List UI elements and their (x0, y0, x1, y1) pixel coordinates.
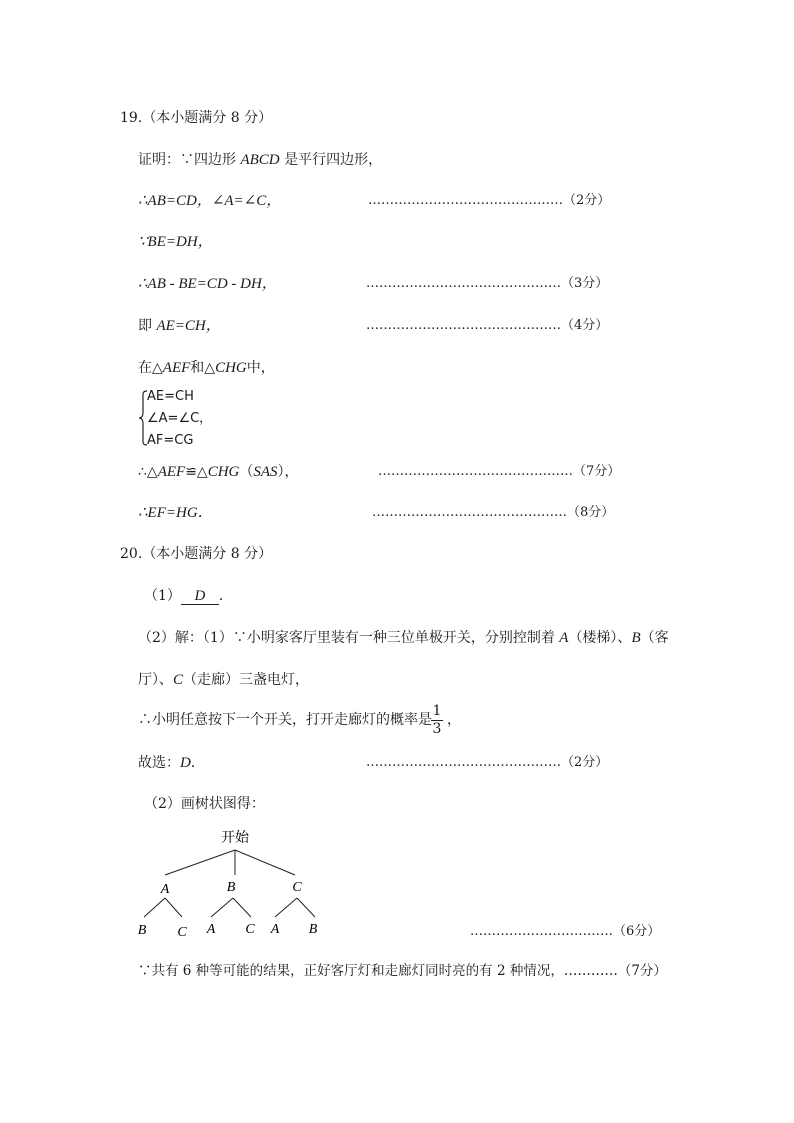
tree-diagram (120, 820, 350, 945)
q19-line-7-g: ）， (277, 464, 299, 480)
q19-line-6-c: 和△ (190, 360, 216, 376)
q19-line-6-b: AEF (162, 360, 191, 376)
q19-line-2: ∴AB=CD，∠A=∠C， (138, 193, 282, 209)
q20-last-line: ∵共有 6 种等可能的结果，正好客厅灯和走廊灯同时亮的有 2 种情况，…………（7分） (138, 963, 667, 979)
edge-root-C (235, 850, 295, 875)
q20-part-2-line-3-end: ， (447, 712, 461, 728)
q19-line-1-a: 证明：∵四边形 (138, 152, 241, 168)
q19-line-6-d: CHG (215, 360, 247, 376)
q19-line-4-points: ………………………………………（3分） (366, 276, 609, 291)
q19-line-7-f: SAS (253, 464, 278, 480)
q20-part-1-b: ． (218, 588, 233, 604)
fraction-denominator: 3 (432, 721, 442, 737)
q20-part-2-line-4-points: ………………………………………（2分） (366, 755, 609, 770)
q20-part-1-answer: D (181, 588, 219, 605)
q19-line-2-points: ………………………………………（2分） (368, 193, 611, 208)
q20-p2-l2-b: （走廊）三盏电灯， (183, 672, 310, 688)
tree-l2-A-C: C (177, 925, 187, 940)
q19-line-5-b: AE=CH， (156, 318, 221, 334)
tree-points: ……………………………（6分） (470, 924, 661, 939)
q19-line-1 (138, 152, 382, 168)
q19-line-7-a: ∴△ (138, 464, 158, 480)
q19-line-5 (138, 318, 221, 334)
q20-p2-l2-a: 厅）、 (138, 672, 173, 688)
q20-heading: 20.（本小题满分 8 分） (120, 546, 273, 562)
tree-l1-A: A (160, 882, 170, 897)
q20-p2-l4-a: 故选： (138, 755, 180, 771)
tree-l1-C: C (292, 880, 302, 895)
q19-line-1-c: 是平行四边形， (279, 152, 383, 168)
q20-p2-l4-b: D (180, 755, 191, 771)
q20-part-2-line-3: ∴小明任意按下一个开关，打开走廊灯的概率是 (138, 712, 432, 728)
q19-line-5-points: ………………………………………（4分） (366, 318, 609, 333)
q20-part-3-heading: （2）画树状图得： (144, 796, 265, 812)
q20-p2-l1-A: A (559, 630, 569, 646)
q19-line-6 (138, 360, 275, 376)
fraction-numerator: 1 (432, 703, 442, 719)
q20-p2-l1-c: （客 (640, 630, 669, 646)
edge-C-A (275, 898, 297, 917)
q20-part-2-line-1 (138, 630, 669, 646)
system-eq-2: ∠A=∠C， (147, 411, 213, 426)
q19-line-7-c: ≌△ (185, 464, 208, 480)
q20-p2-l2-C: C (173, 672, 184, 688)
q19-heading: 19.（本小题满分 8 分） (120, 110, 273, 126)
edge-A-C (165, 898, 182, 917)
q20-p2-l4-c: ． (190, 755, 205, 771)
q19-line-1-b: ABCD (240, 152, 280, 168)
tree-l2-C-A: A (270, 922, 280, 937)
q20-p2-l1-a: （2）解：（1）∵小明家客厅里装有一种三位单极开关，分别控制着 (138, 630, 560, 646)
system-eq-3: AF=CG (147, 433, 194, 448)
q19-line-5-a: 即 (138, 318, 157, 334)
q19-line-7-e: （ (239, 464, 254, 480)
system-eq-1: AE=CH (147, 389, 194, 404)
tree-root: 开始 (221, 830, 249, 846)
tree-l2-C-B: B (308, 922, 318, 937)
q19-line-8: ∴EF=HG． (138, 505, 213, 521)
q20-part-2-line-4 (138, 755, 205, 771)
q20-part-2-line-2 (138, 672, 309, 688)
tree-l2-B-C: C (245, 922, 255, 937)
q20-part-1-a: （1） (144, 588, 181, 604)
q19-line-6-a: 在△ (138, 360, 163, 376)
edge-root-A (165, 850, 235, 875)
q19-line-6-e: 中， (246, 360, 275, 376)
edge-C-B (297, 898, 315, 917)
edge-A-B (144, 898, 165, 917)
edge-B-C (233, 898, 251, 917)
q20-part-1 (144, 588, 233, 605)
q19-line-7 (138, 464, 299, 480)
q19-line-3: ∵BE=DH， (138, 234, 213, 250)
edge-B-A (211, 898, 233, 917)
q19-line-7-b: AEF (157, 464, 186, 480)
tree-l2-B-A: A (206, 922, 216, 937)
q19-line-7-d: CHG (207, 464, 240, 480)
q20-p2-l1-b: （楼梯）、 (568, 630, 632, 646)
q19-line-8-points: ………………………………………（8分） (372, 505, 615, 520)
q19-line-4: ∴AB - BE=CD - DH， (138, 276, 277, 292)
probability-fraction (431, 704, 443, 737)
q19-line-7-points: ………………………………………（7分） (378, 464, 621, 479)
tree-l1-B: B (226, 880, 236, 895)
tree-l2-A-B: B (137, 923, 147, 938)
q20-p2-l1-B: B (631, 630, 641, 646)
